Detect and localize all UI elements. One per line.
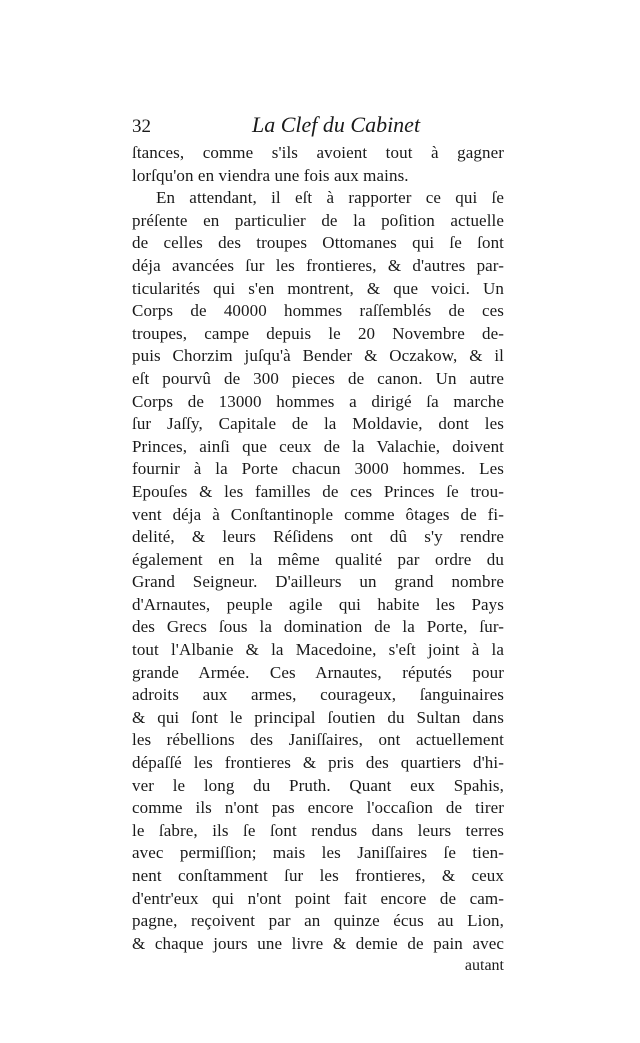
text-line: comme ils n'ont pas encore l'occaſion de tirer	[132, 798, 504, 818]
text-line: ticularités qui s'en montrent, & que voici. Un	[132, 278, 504, 298]
text-line: & qui ſont le principal ſoutien du Sultan dans	[132, 707, 504, 727]
text-line: ver le long du Pruth. Quant eux Spahis,	[132, 775, 504, 795]
catchword: autant	[464, 957, 504, 975]
text-line: delité, & leurs Réſidens ont dû s'y rendre	[132, 527, 504, 547]
text-line: En attendant, il eſt à rapporter ce qui ſe	[156, 188, 504, 208]
text-line: nent conſtamment ſur les frontieres, & ceux	[132, 866, 504, 885]
text-line: adroits aux armes, courageux, ſanguinaires	[132, 685, 504, 705]
text-line: préſente en particulier de la poſition actuelle	[132, 210, 504, 230]
text-line: dépaſſé les frontieres & pris des quartiers d'hi-	[132, 753, 504, 773]
text-line: tout l'Albanie & la Macedoine, s'eſt joint à la	[132, 640, 504, 660]
text-line: Princes, ainſi que ceux de la Valachie, doivent	[132, 436, 504, 456]
text-line: ſur Jaſſy, Capitale de la Moldavie, dont les	[132, 414, 504, 434]
text-line: les rébellions des Janiſſaires, ont actuellement	[132, 730, 504, 750]
text-line: vent déja à Conſtantinople comme ôtages de fi-	[132, 504, 504, 524]
page-header	[132, 112, 512, 142]
text-line: d'entr'eux qui n'ont point fait encore de cam-	[132, 888, 504, 908]
text-line: d'Arnautes, peuple agile qui habite les Pays	[132, 594, 504, 614]
text-line: eſt pourvû de 300 pieces de canon. Un autre	[132, 368, 504, 388]
text-line: Grand Seigneur. D'ailleurs un grand nombre	[132, 572, 504, 592]
text-line: de celles des troupes Ottomanes qui ſe ſont	[132, 233, 504, 253]
text-line: puis Chorzim juſqu'à Bender & Oczakow, & il	[132, 346, 504, 366]
text-line: pagne, reçoivent par an quinze écus au Lion,	[132, 911, 504, 931]
text-line: Epouſes & les familles de ces Princes ſe trou-	[132, 481, 504, 501]
text-line: déja avancées ſur les frontieres, & d'autres par-	[132, 255, 504, 275]
text-line: des Grecs ſous la domination de la Porte, ſur-	[132, 617, 504, 637]
text-line: avec permiſſion; mais les Janiſſaires ſe tien-	[132, 843, 504, 863]
text-line: lorſqu'on en viendra une fois aux mains.	[132, 165, 409, 185]
running-title: La Clef du Cabinet	[252, 112, 421, 137]
page-number: 32	[132, 116, 151, 137]
text-line: troupes, campe depuis le 20 Novembre de-	[132, 323, 504, 343]
text-line: Corps de 40000 hommes raſſemblés de ces	[132, 301, 504, 321]
text-line: également en la même qualité par ordre du	[132, 549, 504, 569]
text-line: fournir à la Porte chacun 3000 hommes. Les	[132, 459, 504, 479]
text-line: le ſabre, ils ſe ſont rendus dans leurs terres	[132, 820, 504, 840]
text-line: grande Armée. Ces Arnautes, réputés pour	[132, 662, 504, 682]
text-line: & chaque jours une livre & demie de pain avec	[132, 933, 504, 953]
text-line: ſtances, comme s'ils avoient tout à gagner	[132, 143, 504, 162]
body-text	[132, 142, 512, 955]
book-page	[132, 112, 512, 977]
text-line: Corps de 13000 hommes a dirigé ſa marche	[132, 391, 504, 411]
